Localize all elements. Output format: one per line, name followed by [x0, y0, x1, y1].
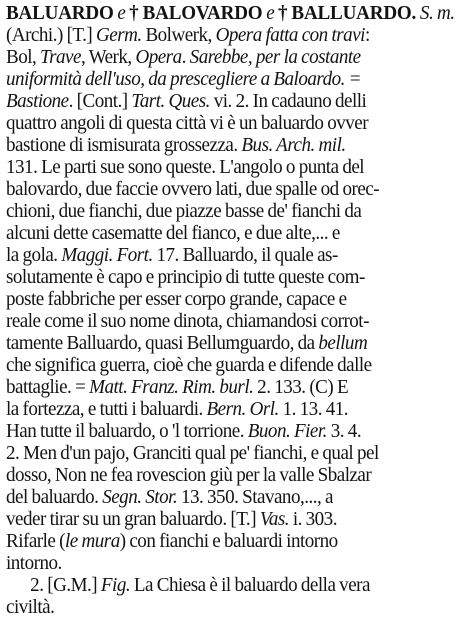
body-text: Rifarle (: [6, 530, 65, 552]
entry-line: [6, 266, 465, 288]
body-text: 2. 133. (C) E: [253, 376, 349, 398]
headword: † BALLUARDO.: [277, 2, 417, 24]
entry-line: [6, 398, 465, 420]
italic-text: Buon. Fier.: [247, 420, 327, 442]
body-text: :: [364, 24, 370, 46]
entry-line: [6, 178, 465, 200]
italic-text: Bus. Arch. mil.: [241, 134, 346, 156]
entry-line: [6, 310, 465, 332]
entry-line: [6, 112, 465, 134]
italic-text: Bern. Orl.: [206, 398, 279, 420]
body-text: che significa guerra, cioè che guarda e difende dalle: [6, 354, 372, 376]
entry-line: [6, 200, 465, 222]
body-text: poste fabbriche per esser corpo grande, capace e: [6, 288, 347, 310]
body-text: solutamente è capo e principio di tutte queste com-: [6, 266, 365, 288]
italic-text: e: [262, 2, 278, 24]
entry-line: [6, 442, 465, 464]
body-text: Han tutte il baluardo, o 'l torrione.: [6, 420, 248, 442]
entry-line: [6, 596, 465, 618]
body-text: .: [181, 46, 190, 68]
body-text: la gola.: [6, 244, 62, 266]
body-text: Bolwerk,: [141, 24, 216, 46]
entry-line: [6, 90, 465, 112]
body-text: reale come il suo nome dinota, chiamandosi corrot-: [6, 310, 369, 332]
body-text: quattro angoli di questa città vi è un baluardo ovver: [6, 112, 369, 134]
entry-line: [6, 156, 465, 178]
italic-text: Segn. Stor.: [102, 486, 178, 508]
italic-text: Opera fatta con travi: [215, 24, 365, 46]
italic-text: Fig.: [100, 574, 131, 596]
body-text: bastione di ismisurata grossezza.: [6, 134, 242, 156]
entry-line: [6, 508, 465, 530]
body-text: 2. Men d'un pajo, Granciti qual pe' fianchi, e qual pel: [6, 442, 379, 464]
body-text: civiltà.: [6, 596, 55, 618]
italic-text: S. m.: [419, 2, 455, 24]
body-text: veder tirar su un gran baluardo. [T.]: [6, 508, 260, 530]
italic-text: Vas.: [259, 508, 290, 530]
body-text: 1. 13. 41.: [278, 398, 349, 420]
body-text: chioni, due fianchi, due piazze basse de' fianchi da: [6, 200, 362, 222]
entry-line: [6, 2, 465, 24]
headword: BALUARDO: [6, 2, 114, 24]
italic-text: Sarebbe, per la costante: [189, 46, 361, 68]
body-text: del baluardo.: [6, 486, 103, 508]
body-text: (Archi.) [T.]: [6, 24, 97, 46]
italic-text: Maggi. Fort.: [61, 244, 153, 266]
italic-text: Trave: [40, 46, 81, 68]
entry-line: [6, 134, 465, 156]
entry-line: [6, 464, 465, 486]
entry-line: [6, 68, 465, 90]
body-text: Bol,: [6, 46, 41, 68]
italic-text: bellum: [318, 332, 368, 354]
italic-text: Bastione: [6, 90, 69, 112]
body-text: intorno.: [6, 552, 62, 574]
body-text: vi. 2. In cadauno delli: [209, 90, 367, 112]
italic-text: le mura: [64, 530, 120, 552]
body-text: dosso, Non ne fea rovescion giù per la valle Sbalzar: [6, 464, 372, 486]
body-text: tamente Balluardo, quasi Bellumguardo, da: [6, 332, 319, 354]
italic-text: e: [113, 2, 130, 24]
italic-text: Opera: [135, 46, 182, 68]
body-text: 3. 4.: [326, 420, 362, 442]
body-text: balovardo, due faccie ovvero lati, due spalle od orec-: [6, 178, 380, 200]
italic-text: Germ.: [96, 24, 142, 46]
italic-text: uniformità dell'uso, da prescegliere a Baloardo. =: [6, 68, 362, 90]
body-text: 2. [G.M.]: [30, 574, 101, 596]
body-text: , Werk,: [80, 46, 136, 68]
body-text: i. 303.: [289, 508, 337, 530]
entry-line: [6, 46, 465, 68]
entry-line: [6, 288, 465, 310]
body-text: ) con fianchi e baluardi intorno: [119, 530, 338, 552]
entry-line: [6, 244, 465, 266]
body-text: 131. Le parti sue sono queste. L'angolo o punta del: [6, 156, 365, 178]
dictionary-entry-baluardo: [6, 2, 465, 618]
body-text: 17. Balluardo, il quale as-: [152, 244, 338, 266]
entry-line: [6, 24, 465, 46]
entry-line: [6, 420, 465, 442]
body-text: . [Cont.]: [68, 90, 132, 112]
headword: † BALOVARDO: [129, 2, 263, 24]
italic-text: Matt. Franz. Rim. burl.: [89, 376, 254, 398]
entry-line: [6, 222, 465, 244]
body-text: La Chiesa è il baluardo della vera: [130, 574, 370, 596]
entry-line: [6, 574, 465, 596]
body-text: battaglie. =: [6, 376, 90, 398]
body-text: alcuni dette casematte del fianco, e due alte,... e: [6, 222, 340, 244]
italic-text: Tart. Ques.: [131, 90, 210, 112]
entry-line: [6, 530, 465, 552]
entry-line: [6, 486, 465, 508]
body-text: 13. 350. Stavano,..., a: [177, 486, 333, 508]
body-text: la fortezza, e tutti i baluardi.: [6, 398, 207, 420]
entry-line: [6, 332, 465, 354]
entry-line: [6, 376, 465, 398]
entry-line: [6, 354, 465, 376]
entry-line: [6, 552, 465, 574]
